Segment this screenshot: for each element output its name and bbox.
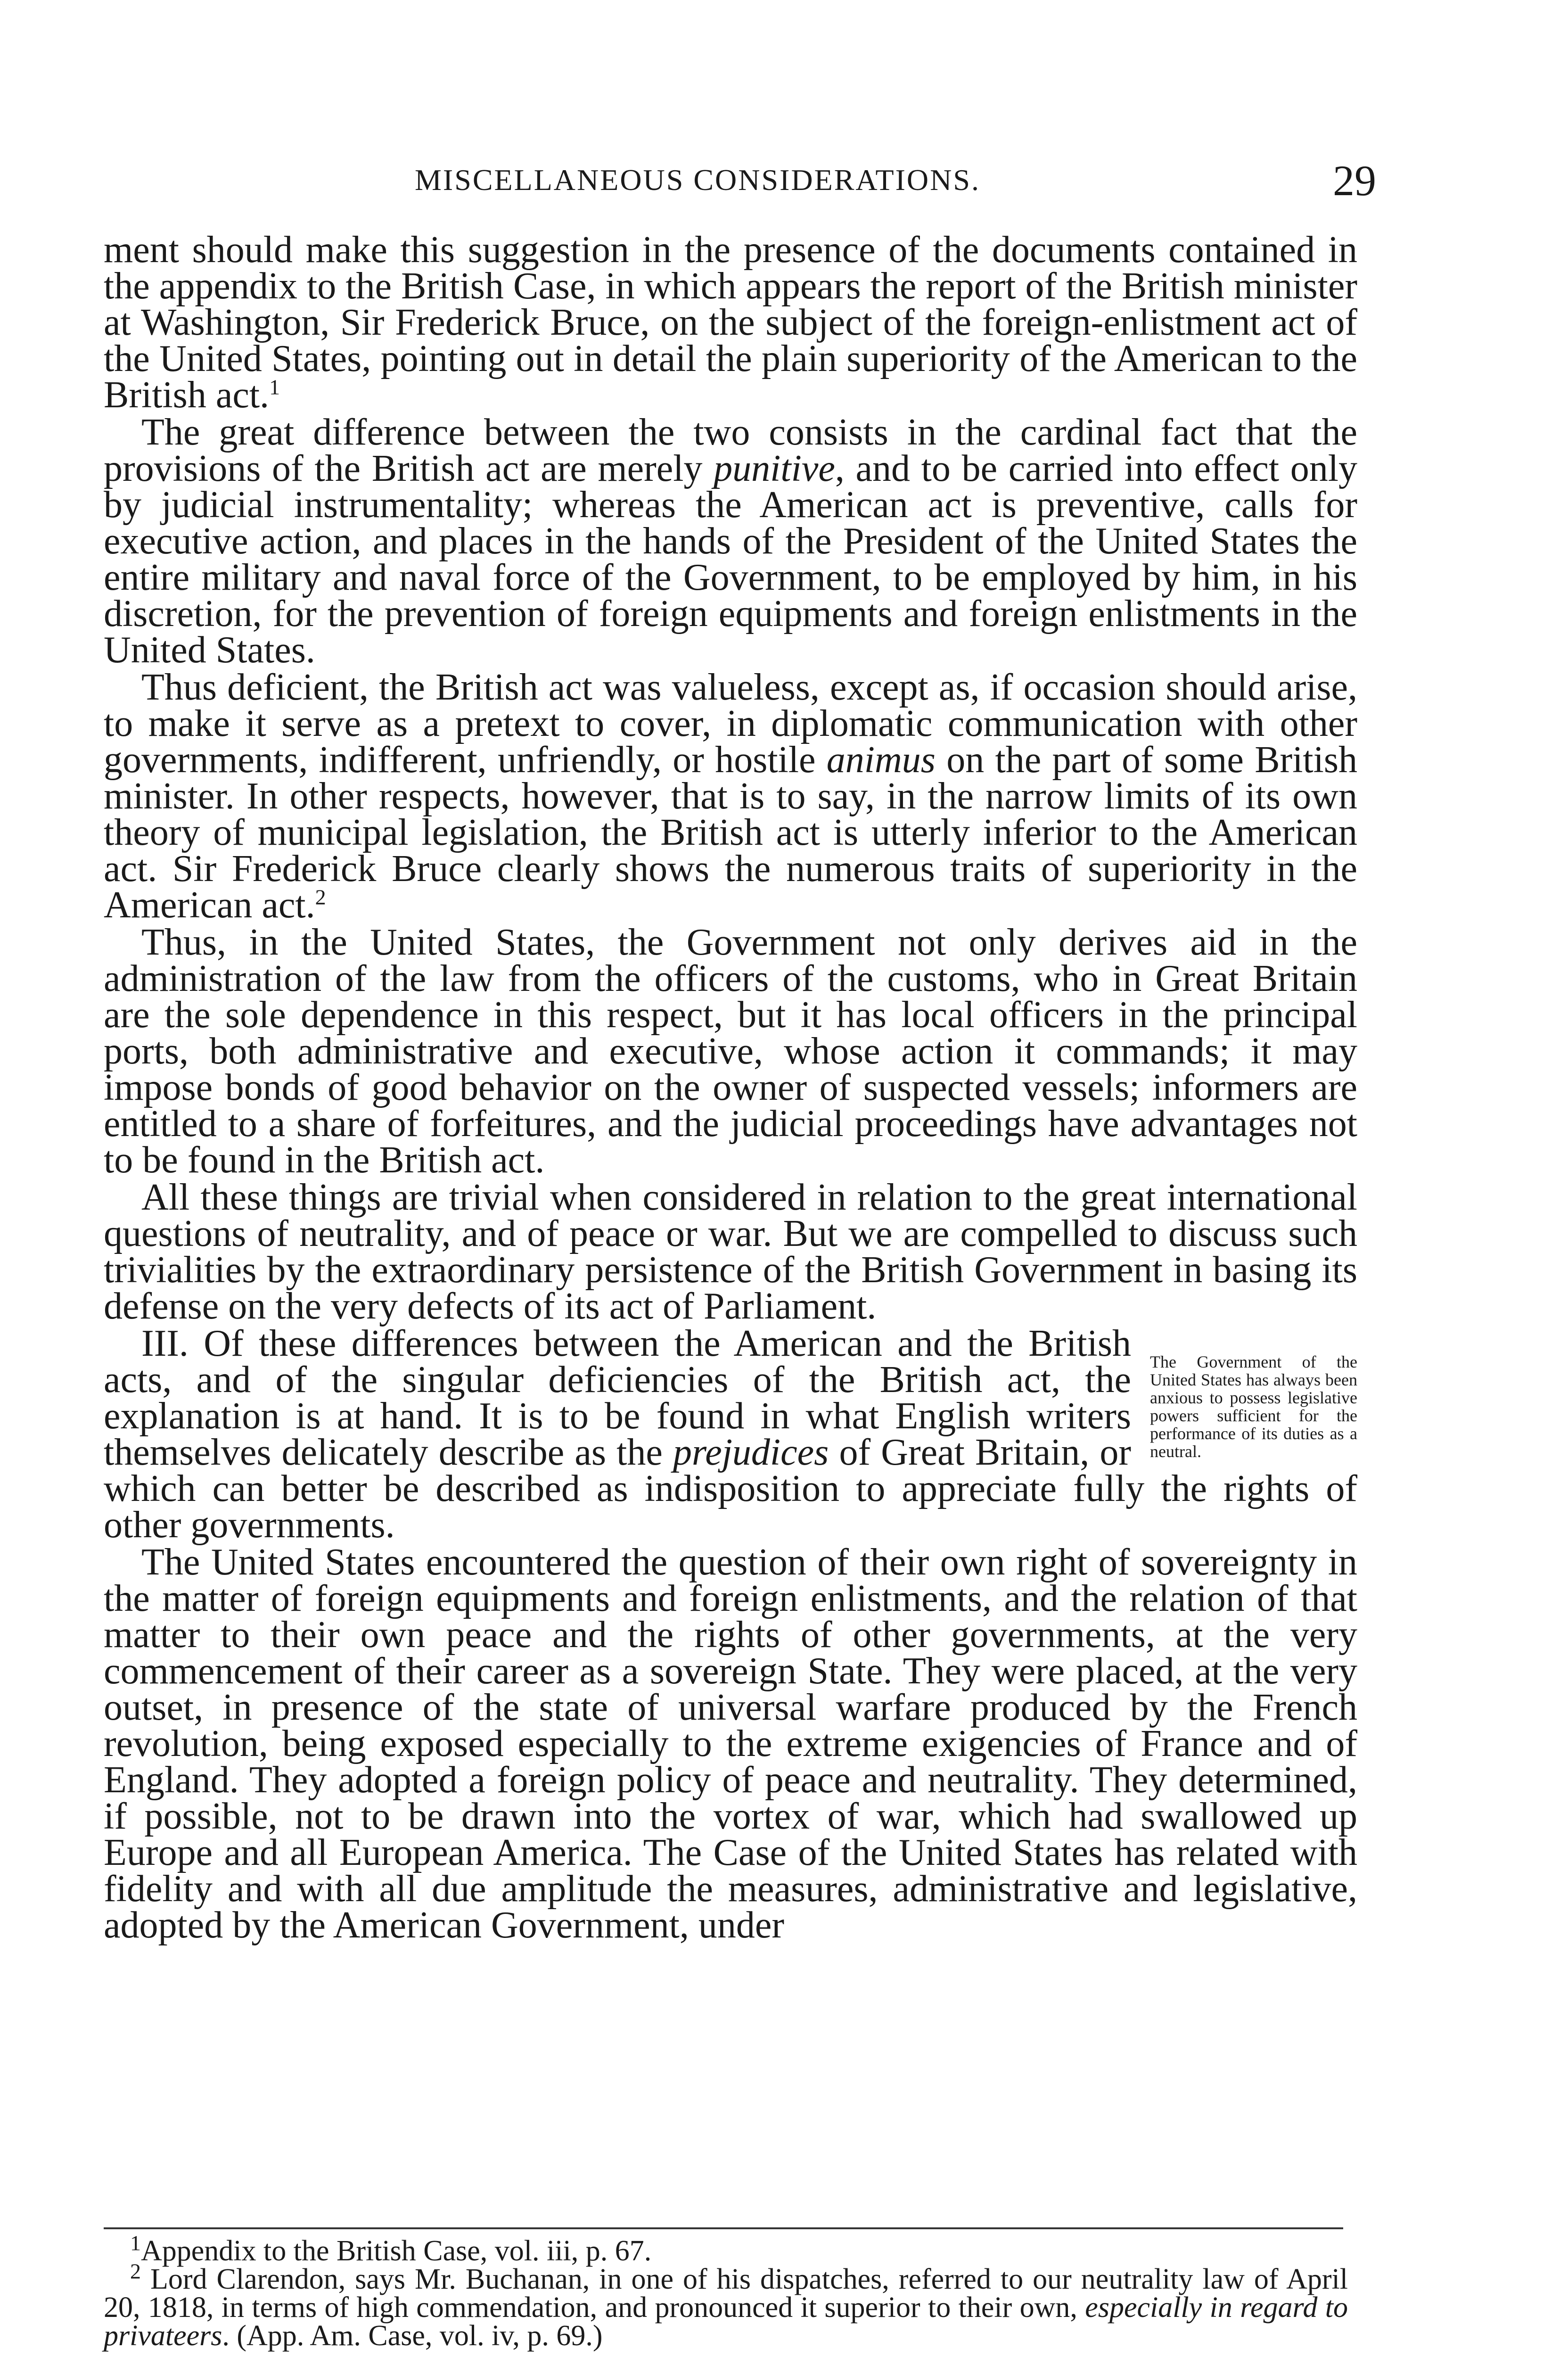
text-run: Lord Clarendon, says Mr. Buchanan, in one of his dispatches, referred to our neutrality law of April 20, 1818, in terms of high commendation, and pronounced it superior to their own, <box>104 2263 1348 2324</box>
paragraph-continuation <box>104 229 1357 416</box>
footnote-marker: 1 <box>130 2231 141 2255</box>
text-run: All these things are trivial when considered in relation to the great international questions of neutrality, and of peace or war. But we are compelled to discuss such trivialities by the extraordinary persistence of the British Government in basing its defense on the very defects of its act of Parliament. <box>104 1177 1357 1327</box>
italic-text: animus <box>826 739 936 781</box>
text-run: on the part of some British minister. In other respects, however, that is to say, in the narrow limits of its own theory of municipal legislation, the British act is utterly inferior to the American act. Sir Frederick Bruce clearly shows the numerous traits of superiority in the American act. <box>104 739 1358 926</box>
text-run: ment should make this suggestion in the presence of the documents contained in the appendix to the British Case, in which appears the report of the British minister at Washington, Sir Frederick Bruce, on the subject of the foreign-enlistment act of the United States, pointing out in detail the plain superiority of the American to the British act. <box>104 229 1357 416</box>
text-run: The United States encountered the question of their own right of sovereignty in the matter of foreign equipments and foreign enlistments, and the relation of that matter to their own peace and the rights of other governments, at the very commencement of their career as a sovereign State. They were placed, at the very outset, in presence of the state of universal warfare produced by the French revolution, being exposed especially to the extreme exigencies of France and of England. They adopted a foreign policy of peace and neutrality. They determined, if possible, not to be drawn into the vortex of war, which had swallowed up Europe and all European America. The Case of the United States has related with fidelity and with all due amplitude the measures, administrative and legislative, adopted by the American Government, under <box>104 1541 1357 1946</box>
footnote-marker: 2 <box>315 885 326 909</box>
body-text <box>104 229 1358 1946</box>
footnote-divider <box>104 2227 1343 2229</box>
text-run: Thus, in the United States, the Government not only derives aid in the administration of the law from the officers of the customs, who in Great Britain are the sole dependence in this respect, but it has local officers in the principal ports, both administrative and executive, whose action it commands; it may impose bonds of good behavior on the owner of suspected vessels; informers are entitled to a share of forfeitures, and the judicial proceedings have advantages not to be found in the British act. <box>104 922 1357 1181</box>
paragraph-section-iii <box>104 1323 1357 1546</box>
italic-text: prejudices <box>673 1432 829 1473</box>
footnote-marker: 2 <box>130 2259 141 2283</box>
text-run: III. Of these differences between the American and the British acts, and of the singular deficiencies of the British act, the explanation is at hand. It is to be found in what English writers themselves delicately describe as the <box>104 1323 1131 1473</box>
margin-note: The Government of the United States has always been anxious to possess legislative powers sufficient for the performance of its duties as a neutral. <box>1150 1352 1357 1461</box>
footnote-1 <box>104 2231 1348 2267</box>
italic-text: punitive <box>714 448 835 489</box>
footnote-marker: 1 <box>269 375 280 399</box>
italic-text: especially in regard to privateers <box>104 2291 1348 2352</box>
footnote-2 <box>104 2259 1348 2352</box>
text-run: The great difference between the two consists in the cardinal fact that the provisions of the British act are merely <box>104 412 1357 489</box>
paragraph-great-difference <box>104 412 1357 671</box>
page-header <box>104 156 1376 207</box>
paragraph-united-states-sovereignty <box>104 1541 1357 1946</box>
running-title: MISCELLANEOUS CONSIDERATIONS. <box>415 163 980 197</box>
footnotes <box>104 2231 1348 2352</box>
text-run: . (App. Am. Case, vol. iv, p. 69.) <box>222 2320 603 2352</box>
page-number: 29 <box>1333 157 1376 205</box>
text-run: , and to be carried into effect only by judicial instrumentality; whereas the American act is preventive, calls for executive action, and places in the hands of the President of the United States the entire military and naval force of the Government, to be employed by him, in his discretion, for the prevention of foreign equipments and foreign enlistments in the United States. <box>104 448 1357 671</box>
paragraph-trivialities <box>104 1179 1357 1325</box>
text-run: Thus deficient, the British act was valueless, except as, if occasion should arise, to make it serve as a pretext to cover, in diplomatic communication with other governments, indifferent, unfriendly, or hostile <box>104 667 1357 781</box>
paragraph-thus-deficient <box>104 667 1358 926</box>
text-run: of Great Britain, or which can better be described as indisposition to appreciate fully the rights of other governments. <box>104 1432 1357 1546</box>
paragraph-customs-officers <box>104 922 1357 1181</box>
text-run: Appendix to the British Case, vol. iii, p. 67. <box>141 2235 652 2267</box>
